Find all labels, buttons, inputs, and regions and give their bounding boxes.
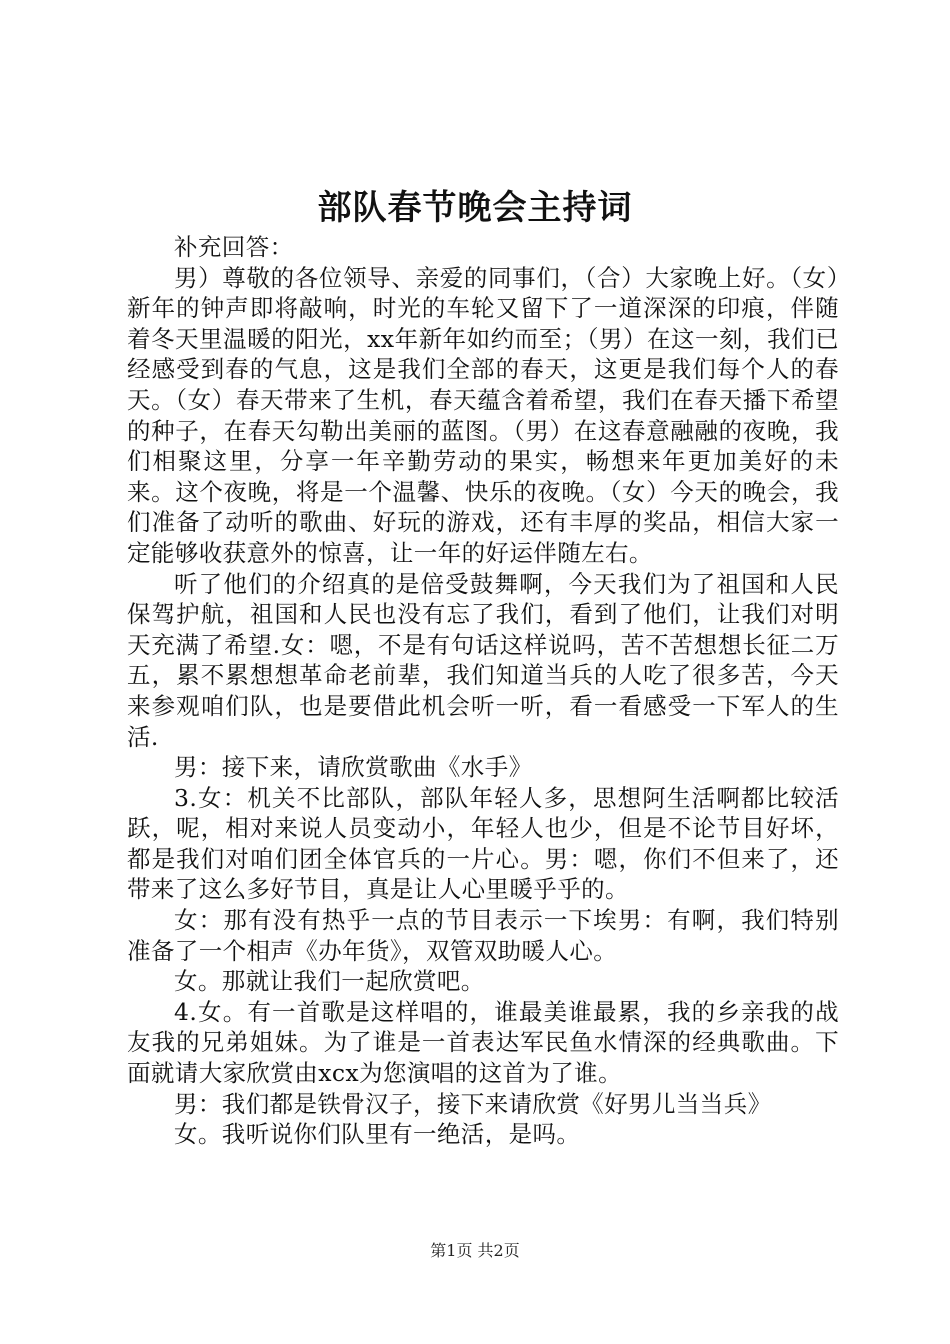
page-number-footer: 第1页 共2页: [430, 1241, 520, 1260]
document-title: 部队春节晚会主持词: [317, 188, 633, 228]
paragraph-1: 补充回答：: [174, 233, 294, 261]
paragraph-6: 女：那有没有热乎一点的节目表示一下埃男：有啊，我们特别准备了一个相声《办年货》，双管双助暖人心。: [127, 906, 839, 965]
paragraph-10: 女。我听说你们队里有一绝活，是吗。: [174, 1120, 581, 1149]
paragraph-4: 男：接下来，请欣赏歌曲《水手》: [174, 753, 533, 782]
document-body: [127, 232, 839, 1150]
paragraph-7: 女。那就让我们一起欣赏吧。: [174, 967, 485, 996]
paragraph-5: 3.女：机关不比部队，部队年轻人多，思想阿生活啊都比较活跃，呢，相对来说人员变动小，年轻人也少，但是不论节目好坏，都是我们对咱们团全体官兵的一片心。男：嗯，你们不但来了，还带来了这么多好节目，真是让人心里暖乎乎的。: [127, 783, 839, 904]
paragraph-2: 男）尊敬的各位领导、亲爱的同事们，（合）大家晚上好。（女）新年的钟声即将敲响，时光的车轮又留下了一道深深的印痕，伴随着冬天里温暖的阳光，xx年新年如约而至；（男）在这一刻，我们已经感受到春的气息，这是我们全部的春天，这更是我们每个人的春天。（女）春天带来了生机，春天蕴含着希望，我们在春天播下希望的种子，在春天勾勒出美丽的蓝图。（男）在这春意融融的夜晚，我们相聚这里，分享一年辛勤劳动的果实，畅想来年更加美好的未来。这个夜晚，将是一个温馨、快乐的夜晚。（女）今天的晚会，我们准备了动听的歌曲、好玩的游戏，还有丰厚的奖品，相信大家一定能够收获意外的惊喜，让一年的好运伴随左右。: [127, 263, 839, 567]
paragraph-3: 听了他们的介绍真的是倍受鼓舞啊，今天我们为了祖国和人民保驾护航，祖国和人民也没有忘了我们，看到了他们，让我们对明天充满了希望.女：嗯，不是有句话这样说吗，苦不苦想想长征二万五，累不累想想革命老前辈，我们知道当兵的人吃了很多苦，今天来参观咱们队，也是要借此机会听一听，看一看感受一下军人的生活.: [127, 569, 839, 751]
paragraph-9: 男：我们都是铁骨汉子，接下来请欣赏《好男儿当当兵》: [174, 1089, 772, 1118]
paragraph-8: 4.女。有一首歌是这样唱的，谁最美谁最累，我的乡亲我的战友我的兄弟姐妹。为了谁是一首表达军民鱼水情深的经典歌曲。下面就请大家欣赏由xcx为您演唱的这首为了谁。: [127, 997, 839, 1088]
